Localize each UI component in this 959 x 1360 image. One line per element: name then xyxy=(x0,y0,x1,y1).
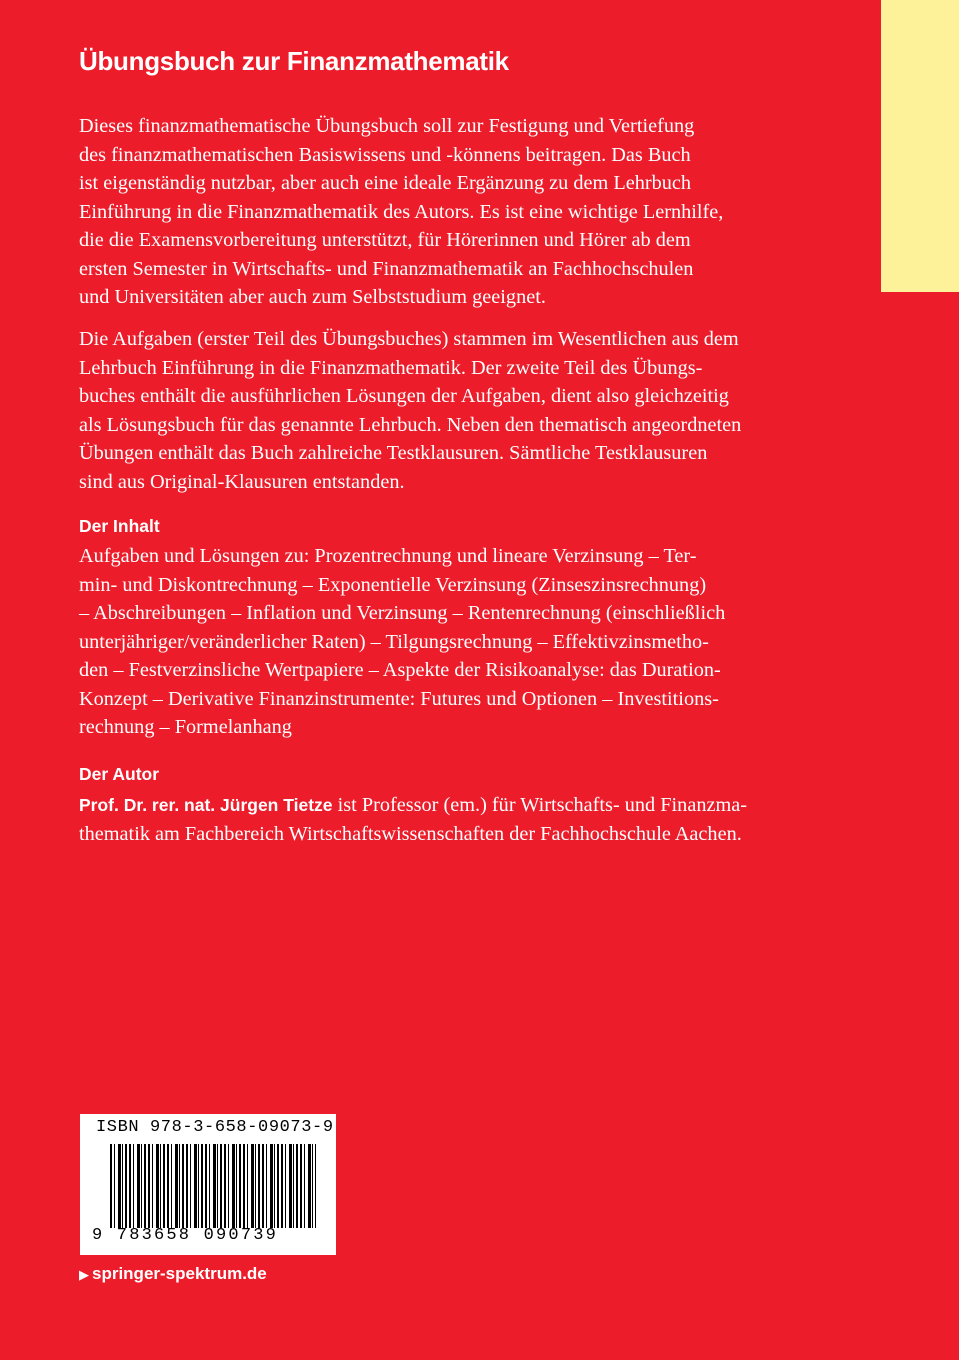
barcode-digits: 9 783658 090739 xyxy=(92,1226,279,1245)
barcode xyxy=(80,1114,336,1255)
text-line: unterjähriger/veränderlicher Raten) – Tilgungsrechnung – Effektivzinsmetho- xyxy=(79,630,709,653)
text-line: ersten Semester in Wirtschafts- und Finanzmathematik an Fachhochschulen xyxy=(79,257,694,280)
text-line: Übungen enthält das Buch zahlreiche Testklausuren. Sämtliche Testklausuren xyxy=(79,442,708,464)
text-line: die die Examensvorbereitung unterstützt, für Hörerinnen und Hörer ab dem xyxy=(79,229,691,251)
content-heading: Der Inhalt xyxy=(79,516,160,536)
intro-paragraph xyxy=(79,112,799,312)
yellow-tab xyxy=(881,0,959,292)
text-line xyxy=(79,791,799,820)
author-paragraph xyxy=(79,791,799,848)
text-line: min- und Diskontrechnung – Exponentielle Verzinsung (Zinseszinsrechnung) xyxy=(79,573,707,596)
arrow-right-icon: ▶ xyxy=(79,1267,89,1282)
content-paragraph xyxy=(79,542,799,742)
text-line: Lehrbuch Einführung in die Finanzmathematik. Der zweite Teil des Übungs- xyxy=(79,356,703,379)
publisher-link[interactable] xyxy=(79,1264,267,1284)
text-line: Aufgaben und Lösungen zu: Prozentrechnung und lineare Verzinsung – Ter- xyxy=(79,545,697,567)
text-line: Dieses finanzmathematische Übungsbuch soll zur Festigung und Vertiefung xyxy=(79,115,695,137)
text-line: des finanzmathematischen Basiswissens und -könnens beitragen. Das Buch xyxy=(79,143,691,166)
text-line: Einführung in die Finanzmathematik des Autors. Es ist eine wichtige Lernhilfe, xyxy=(79,200,724,223)
text-line: und Universitäten aber auch zum Selbststudium geeignet. xyxy=(79,286,546,308)
text-line: thematik am Fachbereich Wirtschaftswissenschaften der Fachhochschule Aachen. xyxy=(79,822,742,845)
barcode-bars xyxy=(110,1144,316,1228)
text-line: buches enthält die ausführlichen Lösungen der Aufgaben, dient also gleichzeitig xyxy=(79,385,729,407)
isbn-label: ISBN 978-3-658-09073-9 xyxy=(96,1118,334,1137)
text-line: als Lösungsbuch für das genannte Lehrbuch. Neben den thematisch angeordneten xyxy=(79,413,742,436)
text-line: rechnung – Formelanhang xyxy=(79,716,292,738)
author-name: Prof. Dr. rer. nat. Jürgen Tietze xyxy=(79,795,333,815)
text-line: Die Aufgaben (erster Teil des Übungsbuches) stammen im Wesentlichen aus dem xyxy=(79,328,739,350)
tasks-paragraph xyxy=(79,325,799,496)
book-title: Übungsbuch zur Finanzmathematik xyxy=(79,46,509,76)
text-line: sind aus Original-Klausuren entstanden. xyxy=(79,470,405,493)
publisher-url: springer-spektrum.de xyxy=(92,1264,267,1283)
author-heading: Der Autor xyxy=(79,764,160,784)
text-line: ist eigenständig nutzbar, aber auch eine ideale Ergänzung zu dem Lehrbuch xyxy=(79,172,692,194)
text-line: – Abschreibungen – Inflation und Verzinsung – Rentenrechnung (einschließlich xyxy=(79,602,726,624)
text-line: den – Festverzinsliche Wertpapiere – Aspekte der Risikoanalyse: das Duration- xyxy=(79,659,721,681)
text-line: Konzept – Derivative Finanzinstrumente: Futures und Optionen – Investitions- xyxy=(79,687,719,710)
author-line-rest: ist Professor (em.) für Wirtschafts- und Finanzma- xyxy=(332,794,747,816)
